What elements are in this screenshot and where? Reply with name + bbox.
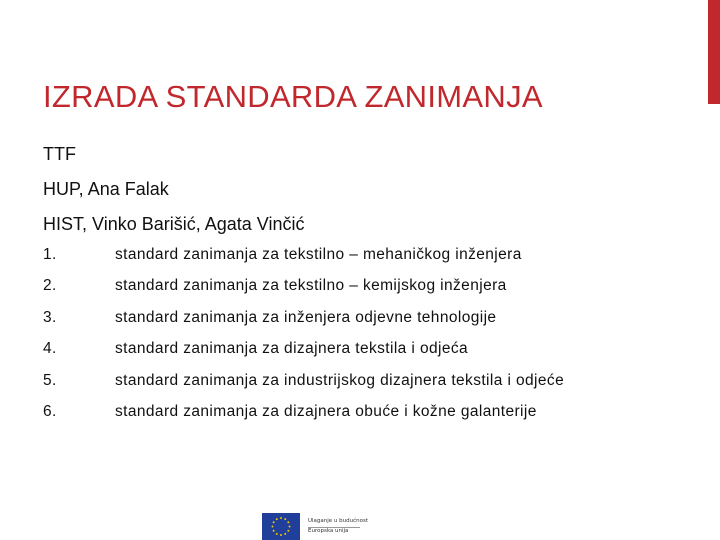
accent-bar [708, 0, 720, 104]
standards-list [43, 246, 564, 434]
org-line-ttf: TTF [43, 144, 76, 164]
list-item [43, 246, 564, 277]
eu-star-icon [280, 534, 282, 536]
eu-star-icon [287, 521, 289, 523]
list-item-text: standard zanimanja za inženjera odjevne tehnologije [115, 308, 497, 326]
list-item-number: 2. [43, 277, 57, 295]
eu-star-icon [284, 533, 286, 535]
list-item-text: standard zanimanja za dizajnera tekstila i odjeća [115, 340, 469, 358]
list-item [43, 403, 564, 434]
eu-stars-icon [262, 513, 300, 540]
eu-star-icon [273, 530, 275, 532]
eu-star-icon [276, 533, 278, 535]
eu-star-icon [280, 517, 282, 519]
eu-star-icon [284, 518, 286, 520]
eu-star-icon [273, 521, 275, 523]
eu-star-icon [287, 530, 289, 532]
list-item-text: standard zanimanja za industrijskog dizajnera tekstila i odjeće [115, 371, 565, 389]
list-item-text: standard zanimanja za tekstilno – kemijskog inženjera [115, 277, 507, 295]
eu-star-icon [272, 526, 274, 528]
eu-logo-line1: Ulaganje u budućnost [308, 518, 369, 524]
eu-star-icon [289, 526, 291, 528]
list-item [43, 340, 564, 371]
list-item-number: 6. [43, 402, 57, 420]
list-item [43, 277, 564, 308]
list-item-text: standard zanimanja za tekstilno – mehaničkog inženjera [115, 246, 522, 263]
list-item-text: standard zanimanja za dizajnera obuće i kožne galanterije [115, 402, 537, 420]
list-item-number: 3. [43, 308, 57, 326]
org-line-hist: HIST, Vinko Barišić, Agata Vinčić [43, 214, 305, 234]
eu-star-icon [276, 518, 278, 520]
list-item [43, 309, 564, 340]
eu-logo [262, 513, 368, 540]
list-item-number: 1. [43, 246, 57, 263]
list-item-number: 5. [43, 371, 57, 389]
eu-logo-text [308, 518, 368, 535]
org-line-hup: HUP, Ana Falak [43, 179, 169, 199]
eu-flag-icon [262, 513, 300, 540]
list-item-number: 4. [43, 340, 57, 358]
list-item [43, 372, 564, 403]
slide-title: IZRADA STANDARDA ZANIMANJA [43, 79, 543, 114]
eu-logo-line2: Europska unija [308, 528, 349, 534]
